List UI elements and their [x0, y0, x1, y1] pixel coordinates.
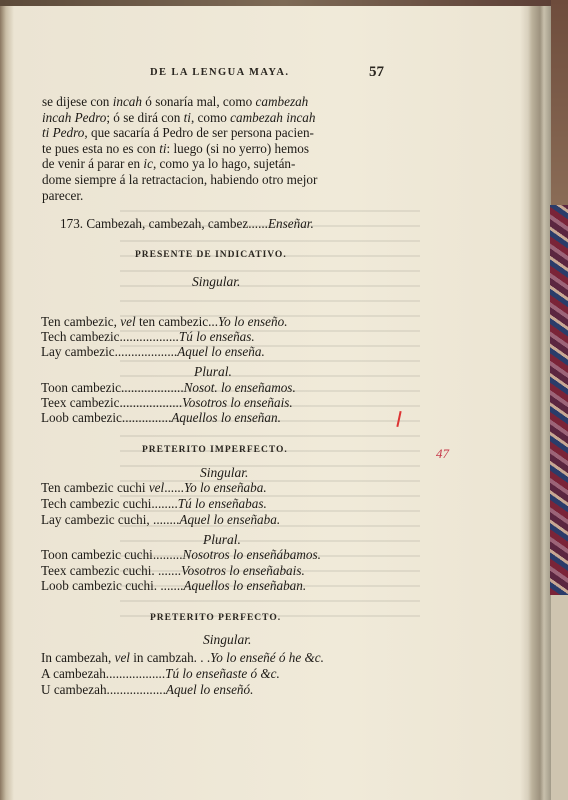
conjugation-row: Lay cambezic cuchi, ........Aquel lo enseñaba.: [41, 512, 281, 527]
conjugation-row: Teex cambezic cuchi. .......Vosotros lo enseñabais.: [41, 563, 305, 578]
number-label: Plural.: [194, 364, 232, 379]
cover-edge: [551, 0, 568, 205]
marbled-cover-edge: [550, 205, 568, 595]
conjugation-row: Toon cambezic cuchi.........Nosotros lo enseñábamos.: [41, 547, 321, 562]
conjugation-row: Tech cambezic..................Tú lo enseñas.: [41, 329, 255, 344]
section-title: PRETERITO IMPERFECTO.: [142, 445, 288, 455]
conjugation-row: A cambezah..................Tú lo enseñaste ó &c.: [41, 666, 280, 681]
margin-note: 47: [436, 446, 449, 461]
section-title: PRESENTE DE INDICATIVO.: [135, 250, 287, 260]
conjugation-row: Toon cambezic...................Nosot. lo enseñamos.: [41, 380, 296, 395]
section-title: PRETERITO PERFECTO.: [150, 613, 282, 623]
page-number: 57: [369, 64, 384, 80]
cover-edge-lower: [551, 595, 568, 800]
conjugation-row: Ten cambezic, vel ten cambezic...Yo lo enseño.: [41, 314, 288, 329]
number-label: Singular.: [192, 274, 241, 289]
conjugation-row: Teex cambezic...................Vosotros lo enseñais.: [41, 395, 293, 410]
number-label: Singular.: [203, 632, 252, 647]
conjugation-row: Loob cambezic cuchi. .......Aquellos lo enseñaban.: [41, 578, 307, 593]
page-top-edge: [0, 0, 568, 6]
conjugation-row: U cambezah..................Aquel lo enseñó.: [41, 682, 254, 697]
running-title: DE LA LENGUA MAYA.: [150, 67, 290, 78]
entry-gloss: Enseñar.: [267, 216, 314, 231]
conjugation-row: In cambezah, vel in cambzah. . .Yo lo enseñé ó he &c.: [41, 650, 324, 665]
entry-text: 173. Cambezah, cambezah, cambez......: [60, 216, 268, 231]
conjugation-row: Loob cambezic...............Aquellos lo enseñan.: [41, 410, 281, 425]
conjugation-row: Tech cambezic cuchi........Tú lo enseñabas.: [41, 496, 267, 511]
body-paragraph: se dijese con incah ó sonaría mal, como cambezah incah Pedro; ó se dirá con ti, como cambezah incah ti Pedro, que sacaría á Pedro de ser persona pacien- te pues esta no es con ti: luego (si no yerro) hemos de venir á parar en ic, como ya lo hago, sujetán- dome siempre á la retractacion, habiendo otro mejor parecer.: [42, 94, 318, 203]
conjugation-row: Lay cambezic...................Aquel lo enseña.: [41, 344, 265, 359]
conjugation-row: Ten cambezic cuchi vel......Yo lo enseñaba.: [41, 480, 267, 495]
number-label: Singular.: [200, 465, 249, 480]
verb-entry: [60, 216, 314, 232]
number-label: Plural.: [203, 532, 241, 547]
